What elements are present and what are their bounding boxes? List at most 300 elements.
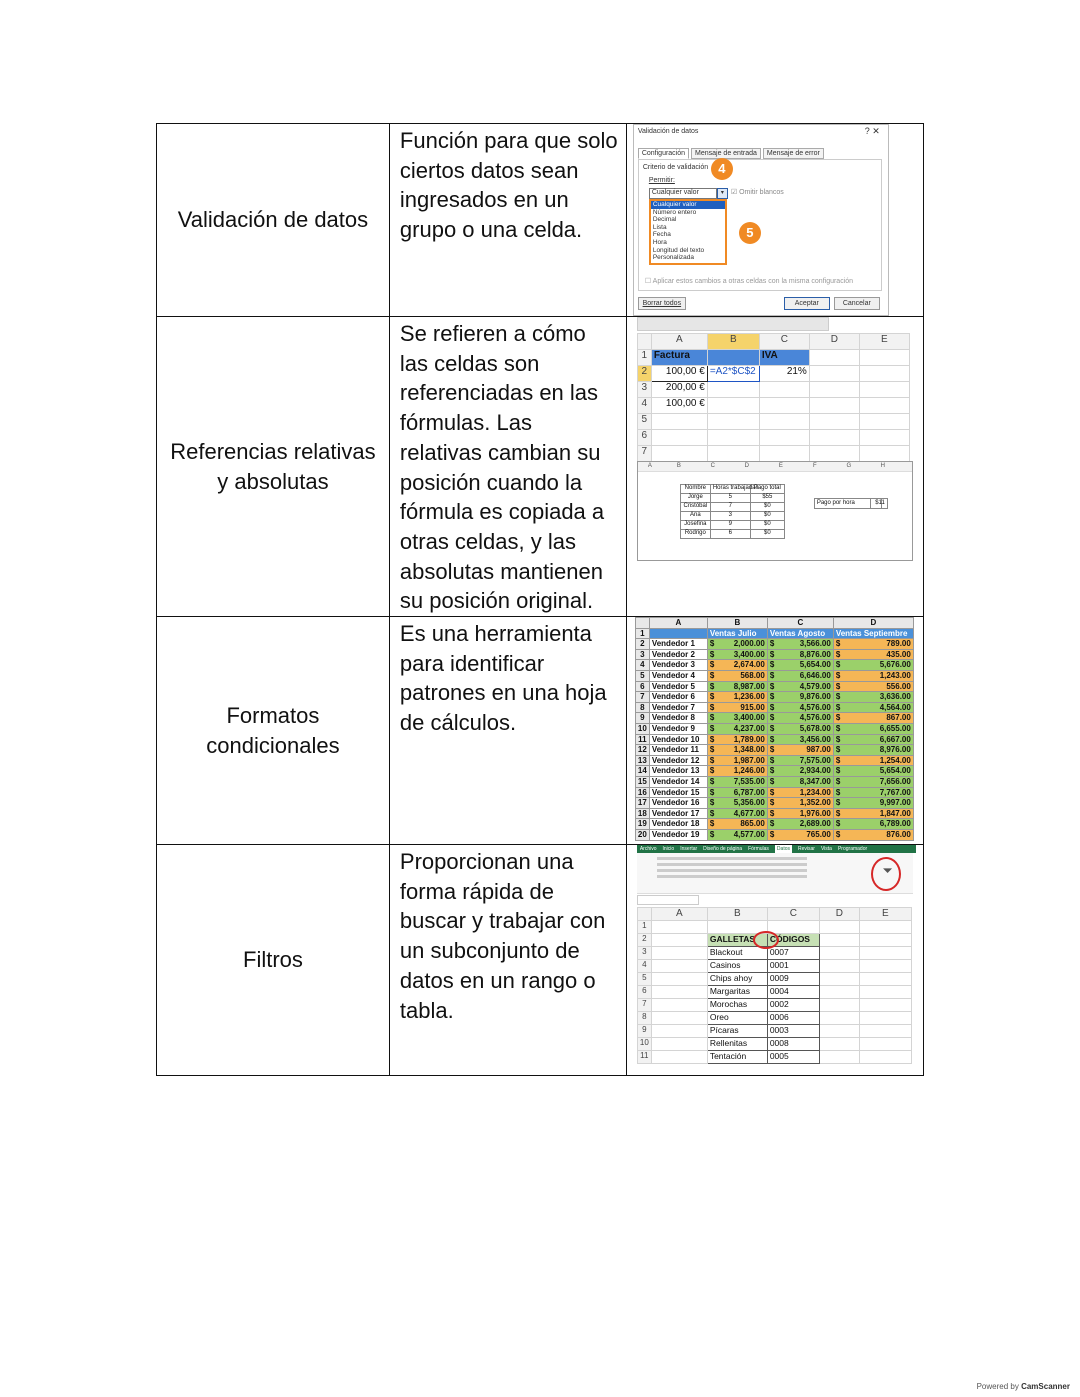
currency-symbol: $ bbox=[769, 639, 775, 649]
column-header[interactable]: A bbox=[651, 334, 707, 350]
sales-cell[interactable] bbox=[767, 808, 833, 819]
list-item[interactable]: Hora bbox=[652, 238, 667, 246]
sales-cell[interactable] bbox=[707, 713, 767, 724]
ribbon-tab[interactable]: Vista bbox=[820, 846, 832, 853]
sales-cell[interactable] bbox=[833, 713, 913, 724]
cell[interactable]: $0 bbox=[750, 512, 784, 521]
sales-cell[interactable] bbox=[707, 819, 767, 830]
row-number[interactable]: 17 bbox=[635, 798, 649, 809]
row-number[interactable]: 8 bbox=[637, 1012, 651, 1025]
seller-name[interactable]: Vendedor 6 bbox=[649, 692, 707, 703]
sales-cell[interactable] bbox=[767, 819, 833, 830]
column-header[interactable]: F bbox=[812, 463, 817, 469]
sales-cell[interactable] bbox=[767, 745, 833, 756]
cell[interactable] bbox=[759, 398, 809, 414]
list-item[interactable]: Decimal bbox=[652, 216, 677, 224]
cookie-name[interactable]: Margaritas bbox=[707, 986, 767, 999]
seller-name[interactable]: Vendedor 1 bbox=[649, 639, 707, 650]
row-number[interactable]: 6 bbox=[637, 986, 651, 999]
cell[interactable] bbox=[809, 398, 859, 414]
cell[interactable] bbox=[819, 999, 859, 1012]
seller-name[interactable]: Vendedor 17 bbox=[649, 808, 707, 819]
list-item[interactable]: Lista bbox=[652, 223, 667, 231]
name-box[interactable] bbox=[637, 895, 699, 905]
cell[interactable] bbox=[859, 414, 909, 430]
cookie-name[interactable]: Pícaras bbox=[707, 1025, 767, 1038]
column-header[interactable]: B bbox=[707, 908, 767, 921]
row-number[interactable]: 13 bbox=[635, 755, 649, 766]
cookie-code[interactable]: 0008 bbox=[767, 1038, 819, 1051]
sales-cell[interactable] bbox=[707, 755, 767, 766]
cell[interactable] bbox=[819, 960, 859, 973]
cell[interactable] bbox=[651, 1012, 707, 1025]
cell[interactable]: 9 bbox=[710, 521, 750, 530]
cell[interactable] bbox=[809, 430, 859, 446]
cell-a4[interactable]: 100,00 € bbox=[651, 398, 707, 414]
seller-name[interactable]: Vendedor 11 bbox=[649, 745, 707, 756]
cell[interactable] bbox=[651, 934, 707, 947]
sales-cell[interactable] bbox=[833, 660, 913, 671]
sales-cell[interactable] bbox=[833, 745, 913, 756]
sales-cell[interactable] bbox=[833, 692, 913, 703]
column-header[interactable]: A bbox=[649, 618, 707, 629]
cell[interactable] bbox=[651, 1038, 707, 1051]
column-header[interactable]: B bbox=[707, 618, 767, 629]
sales-cell[interactable] bbox=[833, 798, 913, 809]
sales-cell[interactable] bbox=[833, 723, 913, 734]
conditional-format-sheet bbox=[635, 617, 914, 840]
sales-cell[interactable] bbox=[767, 798, 833, 809]
seller-name[interactable]: Vendedor 8 bbox=[649, 713, 707, 724]
cell[interactable]: Rodrigo bbox=[680, 530, 710, 539]
cancel-button[interactable]: Cancelar bbox=[834, 297, 880, 310]
sales-cell[interactable] bbox=[833, 766, 913, 777]
row-number[interactable]: 5 bbox=[637, 414, 651, 430]
row-number[interactable]: 9 bbox=[635, 713, 649, 724]
sales-cell[interactable] bbox=[833, 702, 913, 713]
cell[interactable] bbox=[759, 382, 809, 398]
cell[interactable] bbox=[859, 1012, 911, 1025]
cell[interactable] bbox=[859, 1051, 911, 1064]
sales-cell[interactable] bbox=[707, 681, 767, 692]
row-number[interactable]: 4 bbox=[637, 398, 651, 414]
row-number[interactable]: 1 bbox=[635, 628, 649, 639]
pay-table-header[interactable]: Nombre bbox=[680, 485, 710, 494]
ribbon-tab[interactable]: Inicio bbox=[662, 846, 675, 853]
cell[interactable]: Jorge bbox=[680, 494, 710, 503]
sales-cell[interactable] bbox=[707, 692, 767, 703]
row-number[interactable]: 2 bbox=[635, 639, 649, 650]
sales-cell[interactable] bbox=[707, 702, 767, 713]
seller-name[interactable]: Vendedor 2 bbox=[649, 649, 707, 660]
filter-dropdown-highlight bbox=[753, 931, 779, 949]
list-item[interactable]: Fecha bbox=[652, 231, 671, 239]
allow-options-list[interactable] bbox=[649, 199, 727, 265]
row-number[interactable]: 14 bbox=[635, 766, 649, 777]
row-number[interactable]: 4 bbox=[635, 660, 649, 671]
cell[interactable] bbox=[859, 947, 911, 960]
cookie-code[interactable]: 0007 bbox=[767, 947, 819, 960]
sales-cell[interactable] bbox=[707, 776, 767, 787]
cell[interactable] bbox=[859, 973, 911, 986]
cell[interactable] bbox=[651, 999, 707, 1012]
sales-cell[interactable] bbox=[767, 660, 833, 671]
sales-cell[interactable] bbox=[767, 702, 833, 713]
cell[interactable] bbox=[651, 1025, 707, 1038]
sales-cell[interactable] bbox=[707, 798, 767, 809]
cell[interactable] bbox=[809, 414, 859, 430]
cookie-code[interactable]: 0004 bbox=[767, 986, 819, 999]
seller-name[interactable]: Vendedor 7 bbox=[649, 702, 707, 713]
cell[interactable] bbox=[809, 350, 859, 366]
cell[interactable] bbox=[809, 446, 859, 462]
cell[interactable]: $0 bbox=[750, 521, 784, 530]
row-number[interactable]: 6 bbox=[635, 681, 649, 692]
rate-label[interactable]: Pago por hora bbox=[814, 498, 882, 509]
sales-cell[interactable] bbox=[767, 671, 833, 682]
ribbon-tab[interactable]: Archivo bbox=[639, 846, 657, 853]
row-number[interactable]: 5 bbox=[635, 671, 649, 682]
cookie-name[interactable]: Tentación bbox=[707, 1051, 767, 1064]
sales-cell[interactable] bbox=[707, 745, 767, 756]
header-cell[interactable]: Ventas Julio bbox=[707, 628, 767, 639]
cookie-code[interactable]: 0005 bbox=[767, 1051, 819, 1064]
column-header[interactable]: C bbox=[710, 463, 715, 469]
cell[interactable] bbox=[707, 414, 759, 430]
header-cell[interactable] bbox=[649, 628, 707, 639]
column-header[interactable]: D bbox=[819, 908, 859, 921]
sales-cell[interactable] bbox=[707, 660, 767, 671]
seller-name[interactable]: Vendedor 9 bbox=[649, 723, 707, 734]
cell[interactable] bbox=[707, 430, 759, 446]
sales-cell[interactable] bbox=[833, 755, 913, 766]
sales-cell[interactable] bbox=[833, 734, 913, 745]
sales-value: 4,576.00 bbox=[799, 713, 831, 723]
row-number[interactable]: 10 bbox=[637, 1038, 651, 1051]
rate-value[interactable]: $11 bbox=[870, 498, 888, 509]
column-header[interactable]: E bbox=[859, 334, 909, 350]
cell[interactable] bbox=[859, 986, 911, 999]
dialog-controls[interactable]: ? ✕ bbox=[864, 126, 880, 136]
list-item[interactable]: Número entero bbox=[652, 208, 697, 216]
sales-cell[interactable] bbox=[767, 776, 833, 787]
dialog-panel bbox=[638, 159, 882, 291]
row-number[interactable]: 3 bbox=[637, 947, 651, 960]
cell[interactable] bbox=[759, 414, 809, 430]
sales-cell[interactable] bbox=[707, 639, 767, 650]
column-header[interactable]: D bbox=[833, 618, 913, 629]
cookie-code[interactable]: 0002 bbox=[767, 999, 819, 1012]
cell[interactable]: 5 bbox=[710, 494, 750, 503]
iva-header[interactable]: IVA bbox=[759, 350, 809, 366]
camscanner-watermark bbox=[977, 1382, 1070, 1391]
row-number[interactable]: 10 bbox=[635, 723, 649, 734]
sales-cell[interactable] bbox=[833, 681, 913, 692]
cell[interactable]: $55 bbox=[750, 494, 784, 503]
term-cell: Filtros bbox=[157, 845, 390, 1076]
cell[interactable] bbox=[859, 921, 911, 934]
row-number[interactable]: 16 bbox=[635, 787, 649, 798]
cookie-code[interactable]: 0006 bbox=[767, 1012, 819, 1025]
list-item[interactable]: Longitud del texto bbox=[652, 246, 705, 254]
cell-a3[interactable]: 200,00 € bbox=[651, 382, 707, 398]
column-header[interactable]: B bbox=[676, 463, 681, 469]
row-number[interactable]: 7 bbox=[637, 446, 651, 462]
cell[interactable] bbox=[859, 398, 909, 414]
row-number[interactable]: 11 bbox=[637, 1051, 651, 1064]
cell[interactable] bbox=[651, 430, 707, 446]
sales-cell[interactable] bbox=[833, 819, 913, 830]
cell[interactable] bbox=[759, 446, 809, 462]
row-number[interactable]: 12 bbox=[635, 745, 649, 756]
ribbon-tab-datos[interactable]: Datos bbox=[776, 846, 790, 853]
sales-cell[interactable] bbox=[833, 776, 913, 787]
factura-header[interactable]: Factura bbox=[651, 350, 707, 366]
column-header[interactable]: E bbox=[859, 908, 911, 921]
sales-cell[interactable] bbox=[767, 639, 833, 650]
seller-name[interactable]: Vendedor 15 bbox=[649, 787, 707, 798]
column-header[interactable]: A bbox=[647, 463, 652, 469]
seller-name[interactable]: Vendedor 13 bbox=[649, 766, 707, 777]
column-header[interactable]: C bbox=[759, 334, 809, 350]
sales-cell[interactable] bbox=[767, 766, 833, 777]
row-number[interactable]: 7 bbox=[635, 692, 649, 703]
row-number[interactable]: 9 bbox=[637, 1025, 651, 1038]
seller-name[interactable]: Vendedor 4 bbox=[649, 671, 707, 682]
cell[interactable] bbox=[859, 1038, 911, 1051]
cell[interactable] bbox=[651, 414, 707, 430]
pay-table-header[interactable]: Pago total bbox=[750, 485, 784, 494]
seller-name[interactable]: Vendedor 3 bbox=[649, 660, 707, 671]
table-row bbox=[635, 755, 913, 766]
cell-a2[interactable]: 100,00 € bbox=[651, 366, 707, 382]
cell[interactable] bbox=[651, 921, 707, 934]
filter-icon[interactable]: ⏷ bbox=[882, 863, 893, 879]
cell[interactable] bbox=[859, 1025, 911, 1038]
cookie-name[interactable]: Oreo bbox=[707, 1012, 767, 1025]
row-number[interactable]: 2 bbox=[637, 934, 651, 947]
column-header[interactable]: D bbox=[809, 334, 859, 350]
cell[interactable] bbox=[651, 986, 707, 999]
allow-select[interactable]: Cualquier valor bbox=[649, 188, 717, 199]
cell[interactable] bbox=[819, 934, 859, 947]
seller-name[interactable]: Vendedor 14 bbox=[649, 776, 707, 787]
cell[interactable] bbox=[651, 446, 707, 462]
cell[interactable] bbox=[819, 1025, 859, 1038]
cell[interactable] bbox=[707, 382, 759, 398]
row-number[interactable]: 15 bbox=[635, 776, 649, 787]
cell[interactable]: 3 bbox=[710, 512, 750, 521]
list-item[interactable]: Personalizada bbox=[652, 254, 695, 262]
row-number[interactable]: 7 bbox=[637, 999, 651, 1012]
row-number[interactable]: 2 bbox=[637, 366, 651, 382]
cell[interactable] bbox=[651, 1051, 707, 1064]
tab-configuracion[interactable]: Configuración bbox=[638, 148, 689, 159]
row-number[interactable]: 4 bbox=[637, 960, 651, 973]
sales-cell[interactable] bbox=[707, 649, 767, 660]
cell[interactable] bbox=[859, 350, 909, 366]
cell[interactable] bbox=[651, 960, 707, 973]
column-header[interactable]: G bbox=[846, 463, 852, 469]
sales-cell[interactable] bbox=[707, 766, 767, 777]
row-number[interactable]: 3 bbox=[637, 382, 651, 398]
cell[interactable]: 6 bbox=[710, 530, 750, 539]
seller-name[interactable]: Vendedor 12 bbox=[649, 755, 707, 766]
cell-c2[interactable]: 21% bbox=[759, 366, 809, 382]
ignore-blank-label: Omitir blancos bbox=[739, 189, 784, 196]
column-header[interactable]: A bbox=[651, 908, 707, 921]
sales-cell[interactable] bbox=[767, 681, 833, 692]
sales-cell[interactable] bbox=[767, 713, 833, 724]
clear-all-button[interactable]: Borrar todos bbox=[638, 297, 686, 310]
sales-value: 7,575.00 bbox=[799, 755, 831, 765]
tab-mensaje-error[interactable]: Mensaje de error bbox=[763, 148, 824, 159]
cookie-name[interactable]: Blackout bbox=[707, 947, 767, 960]
ribbon-tab[interactable]: Fórmulas bbox=[748, 846, 769, 853]
row-number[interactable]: 20 bbox=[635, 829, 649, 840]
column-header[interactable]: C bbox=[767, 908, 819, 921]
currency-symbol: $ bbox=[835, 702, 841, 712]
chevron-down-icon[interactable]: ▾ bbox=[717, 188, 728, 199]
cell[interactable]: Cristóbal bbox=[680, 503, 710, 512]
cell[interactable] bbox=[809, 366, 859, 382]
table-row bbox=[635, 734, 913, 745]
cell[interactable] bbox=[819, 921, 859, 934]
cell[interactable] bbox=[759, 430, 809, 446]
galletas-header[interactable]: GALLETAS bbox=[707, 934, 767, 947]
seller-name[interactable]: Vendedor 10 bbox=[649, 734, 707, 745]
cell[interactable] bbox=[707, 350, 759, 366]
cookie-code[interactable]: 0009 bbox=[767, 973, 819, 986]
row-number[interactable]: 18 bbox=[635, 808, 649, 819]
pay-table-header[interactable]: Horas trabajadas bbox=[710, 485, 750, 494]
ignore-blank-checkbox[interactable]: ☑ Omitir blancos bbox=[730, 189, 784, 196]
cell[interactable] bbox=[819, 973, 859, 986]
cell[interactable] bbox=[859, 446, 909, 462]
table-row bbox=[635, 660, 913, 671]
cell[interactable] bbox=[819, 986, 859, 999]
row-number[interactable]: 1 bbox=[637, 350, 651, 366]
sales-cell[interactable] bbox=[833, 671, 913, 682]
sales-cell[interactable] bbox=[833, 787, 913, 798]
sales-cell[interactable] bbox=[833, 639, 913, 650]
table-row bbox=[635, 745, 913, 756]
column-header[interactable]: B bbox=[707, 334, 759, 350]
table-row bbox=[635, 671, 913, 682]
cell[interactable] bbox=[819, 1012, 859, 1025]
cell[interactable] bbox=[707, 398, 759, 414]
sales-cell[interactable] bbox=[767, 723, 833, 734]
cookie-code[interactable]: 0003 bbox=[767, 1025, 819, 1038]
sales-cell[interactable] bbox=[833, 649, 913, 660]
cookie-name[interactable]: Casinos bbox=[707, 960, 767, 973]
header-cell[interactable]: Ventas Septiembre bbox=[833, 628, 913, 639]
currency-symbol: $ bbox=[709, 808, 715, 818]
cell[interactable] bbox=[859, 430, 909, 446]
column-header[interactable]: H bbox=[880, 463, 885, 469]
sales-cell[interactable] bbox=[767, 734, 833, 745]
sales-cell[interactable] bbox=[707, 808, 767, 819]
cell[interactable] bbox=[819, 947, 859, 960]
cell[interactable] bbox=[859, 960, 911, 973]
sales-cell[interactable] bbox=[707, 671, 767, 682]
sales-cell[interactable] bbox=[767, 829, 833, 840]
cell[interactable]: $0 bbox=[750, 530, 784, 539]
ribbon-tab[interactable]: Insertar bbox=[680, 846, 698, 853]
ribbon-tab[interactable]: Programador bbox=[837, 846, 868, 853]
row-number[interactable]: 6 bbox=[637, 430, 651, 446]
seller-name[interactable]: Vendedor 18 bbox=[649, 819, 707, 830]
ribbon-tab[interactable]: Diseño de página bbox=[703, 846, 743, 853]
cookie-name[interactable]: Rellenitas bbox=[707, 1038, 767, 1051]
row-number[interactable]: 8 bbox=[635, 702, 649, 713]
cell[interactable] bbox=[859, 366, 909, 382]
cell[interactable] bbox=[651, 947, 707, 960]
row-number[interactable]: 11 bbox=[635, 734, 649, 745]
cell[interactable] bbox=[651, 973, 707, 986]
cell[interactable]: Ana bbox=[680, 512, 710, 521]
cell[interactable] bbox=[767, 921, 819, 934]
cell[interactable] bbox=[859, 934, 911, 947]
currency-symbol: $ bbox=[709, 649, 715, 659]
sales-cell[interactable] bbox=[767, 755, 833, 766]
header-cell[interactable]: Ventas Agosto bbox=[767, 628, 833, 639]
sales-cell[interactable] bbox=[707, 829, 767, 840]
sales-cell[interactable] bbox=[833, 829, 913, 840]
currency-symbol: $ bbox=[769, 819, 775, 829]
column-header[interactable]: D bbox=[744, 463, 749, 469]
ok-button[interactable]: Aceptar bbox=[784, 297, 830, 310]
apply-all-checkbox[interactable]: ☐ Aplicar estos cambios a otras celdas con la misma configuración bbox=[644, 278, 854, 285]
cell[interactable] bbox=[819, 1038, 859, 1051]
sales-cell[interactable] bbox=[767, 692, 833, 703]
sales-cell[interactable] bbox=[707, 787, 767, 798]
sales-cell[interactable] bbox=[707, 734, 767, 745]
row-number[interactable]: 1 bbox=[637, 921, 651, 934]
row-number[interactable]: 19 bbox=[635, 819, 649, 830]
cell[interactable]: Josefina bbox=[680, 521, 710, 530]
cell[interactable] bbox=[859, 999, 911, 1012]
cell[interactable]: $0 bbox=[750, 503, 784, 512]
list-item[interactable]: Cualquier valor bbox=[651, 201, 725, 209]
cell[interactable]: 7 bbox=[710, 503, 750, 512]
sales-cell[interactable] bbox=[767, 649, 833, 660]
sales-cell[interactable] bbox=[767, 787, 833, 798]
seller-name[interactable]: Vendedor 5 bbox=[649, 681, 707, 692]
sales-cell[interactable] bbox=[833, 808, 913, 819]
row-number[interactable]: 5 bbox=[637, 973, 651, 986]
column-header[interactable]: C bbox=[767, 618, 833, 629]
step-badge: 4 bbox=[711, 158, 733, 180]
cookie-name[interactable]: Chips ahoy bbox=[707, 973, 767, 986]
seller-name[interactable]: Vendedor 19 bbox=[649, 829, 707, 840]
tab-mensaje-entrada[interactable]: Mensaje de entrada bbox=[691, 148, 761, 159]
cell[interactable] bbox=[809, 382, 859, 398]
column-header[interactable]: E bbox=[778, 463, 783, 469]
dialog-title: Validación de datos bbox=[637, 128, 699, 135]
cell[interactable] bbox=[707, 446, 759, 462]
cookie-code[interactable]: 0001 bbox=[767, 960, 819, 973]
codigos-header[interactable]: CÓDIGOS bbox=[767, 934, 819, 947]
cookie-name[interactable]: Morochas bbox=[707, 999, 767, 1012]
cell[interactable] bbox=[819, 1051, 859, 1064]
row-number[interactable]: 3 bbox=[635, 649, 649, 660]
seller-name[interactable]: Vendedor 16 bbox=[649, 798, 707, 809]
cell[interactable] bbox=[859, 382, 909, 398]
cell-b2-formula[interactable]: =A2*$C$2 bbox=[707, 366, 759, 382]
ribbon-tab[interactable]: Revisar bbox=[797, 846, 815, 853]
sales-cell[interactable] bbox=[707, 723, 767, 734]
